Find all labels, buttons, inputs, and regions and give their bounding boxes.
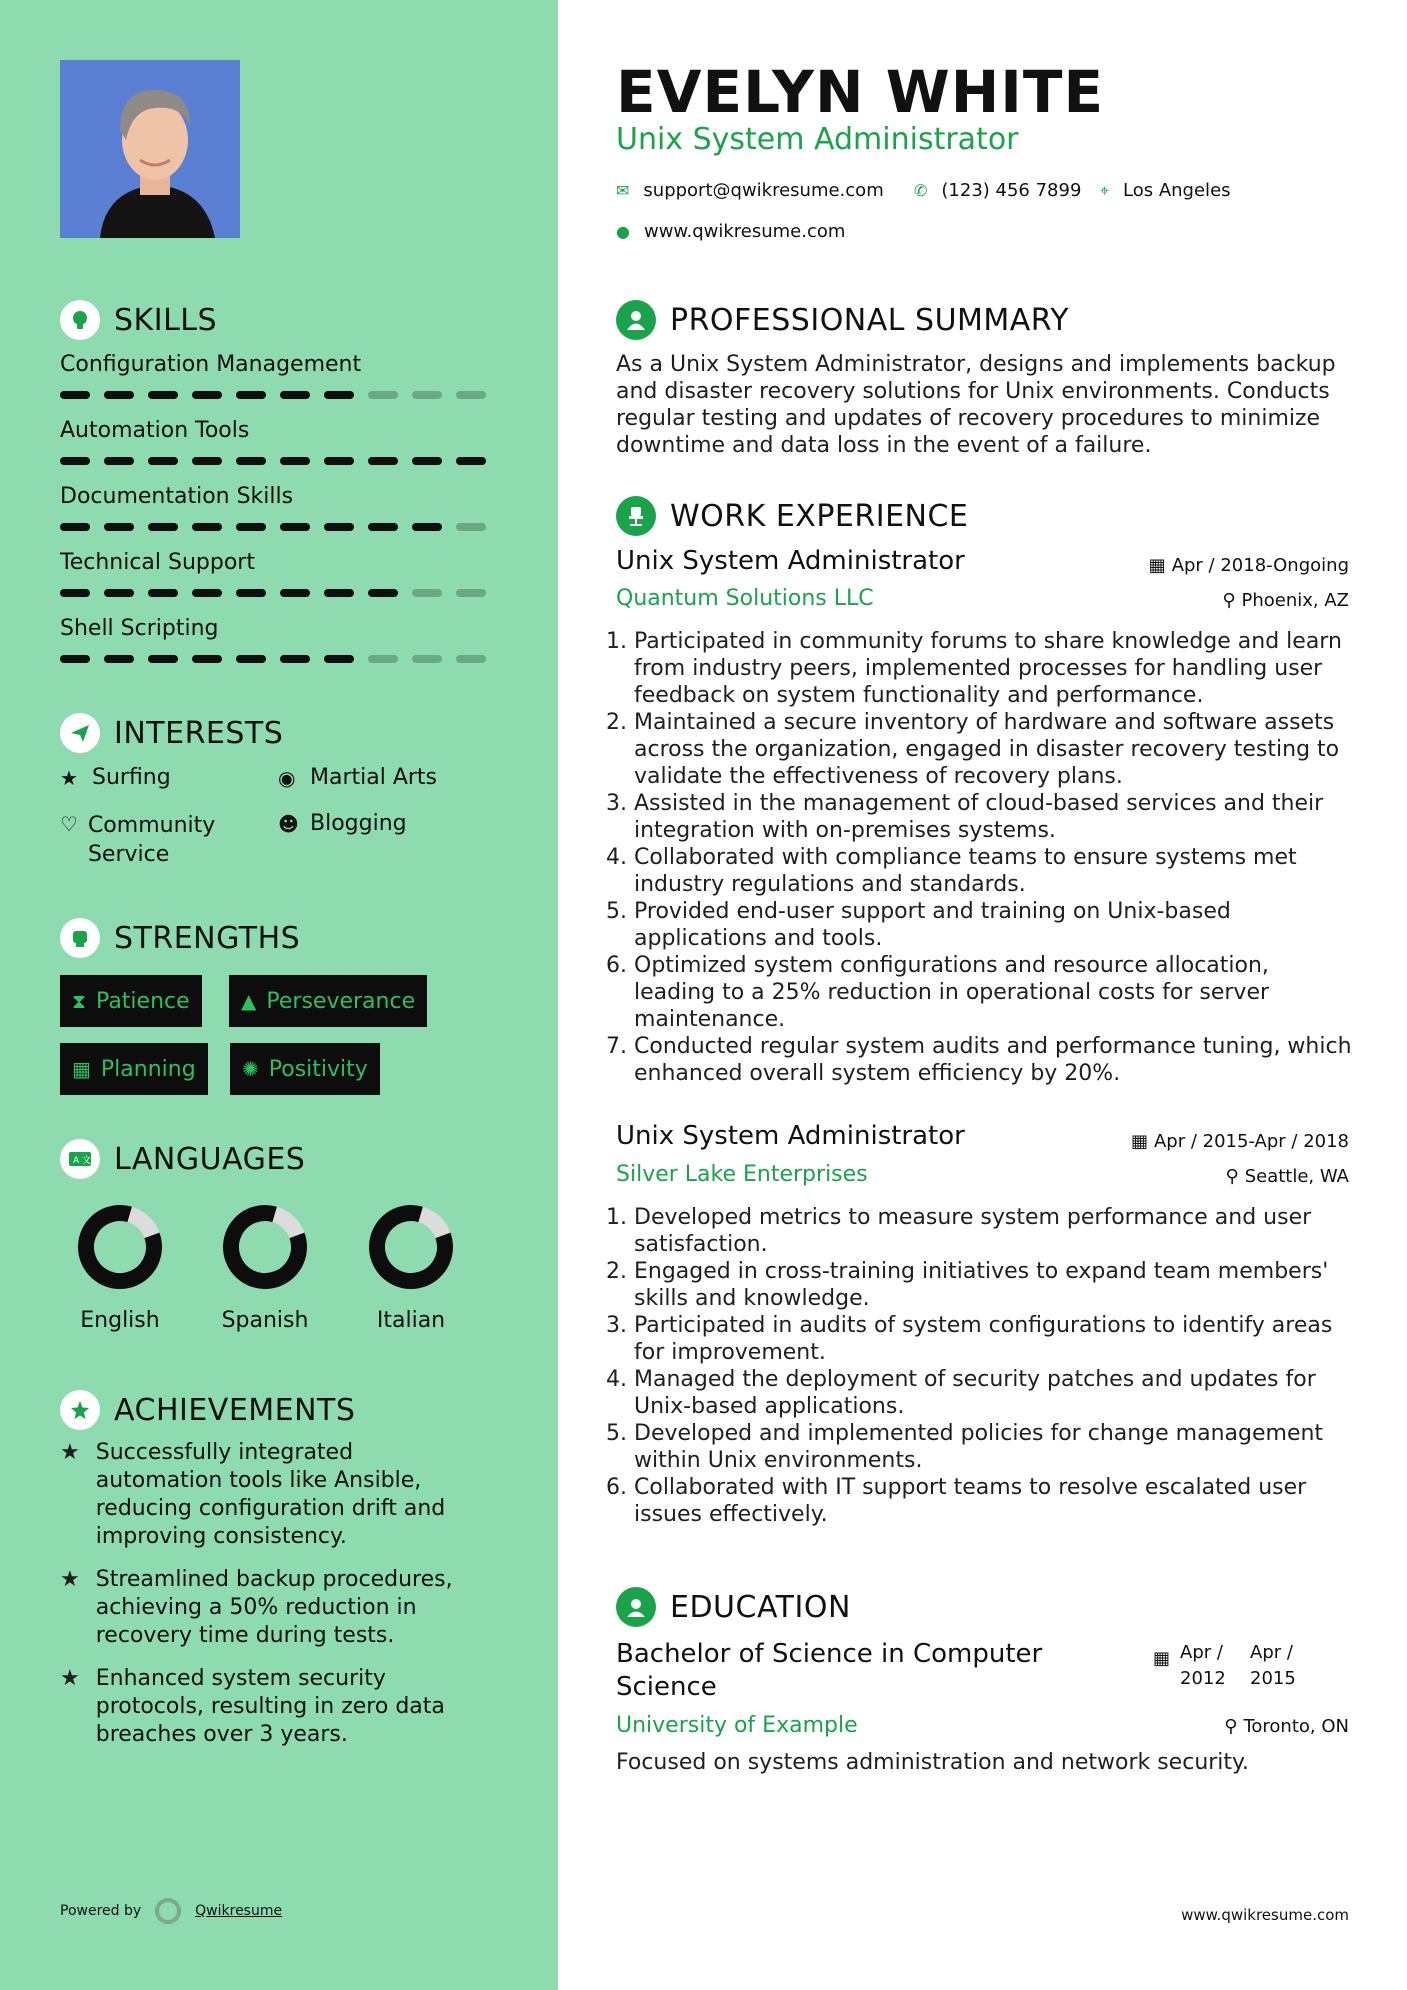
phone-icon: ✆: [914, 181, 928, 200]
summary-text: As a Unix System Administrator, designs and implements backup and disaster recovery solutions for Unix environments. Conducts regular testing and updates of recovery procedures to minimize downtime and data loss in the event of a failure.: [616, 352, 1336, 458]
job-dates-text: Apr / 2018-Ongoing: [1171, 555, 1349, 576]
summary-title: PROFESSIONAL SUMMARY: [670, 302, 1070, 338]
ring-fill: [77, 1204, 163, 1290]
achievements-title: ACHIEVEMENTS: [114, 1392, 356, 1428]
duty-item: 2. Maintained a secure inventory of hardware and software assets across the organization, engaged in disaster recovery testing to validate the effectiveness of recovery plans.: [634, 709, 1354, 790]
lightbulb-icon: [60, 300, 100, 340]
job-dates: [1131, 1131, 1349, 1152]
language-name: Italian: [376, 1308, 446, 1333]
achievements-heading: [60, 1390, 355, 1430]
education-start: Apr / 2012: [1180, 1642, 1226, 1689]
hourglass-icon: ⧗: [72, 989, 87, 1013]
achievement-item: [60, 1439, 480, 1551]
skill-level-dash: [148, 457, 178, 465]
brand-link[interactable]: Qwikresume: [195, 1903, 283, 1919]
school-name: University of Example: [616, 1713, 858, 1738]
skill-level-dash: [280, 523, 310, 531]
job-company: Quantum Solutions LLC: [616, 586, 874, 611]
skill-item: [60, 418, 500, 465]
skill-item: [60, 550, 500, 597]
skill-level-dash: [456, 655, 486, 663]
interest-item: [60, 765, 171, 791]
achievement-item: [60, 1566, 480, 1650]
skill-level-dash: [368, 523, 398, 531]
strengths-title: STRENGTHS: [114, 920, 301, 956]
svg-text:A: A: [73, 1156, 80, 1166]
skill-level-dash: [236, 655, 266, 663]
users-icon: ☻: [278, 812, 299, 836]
language-icon: [60, 1139, 100, 1179]
contact-website[interactable]: [616, 221, 845, 242]
skill-level-dash: [324, 457, 354, 465]
strength-label: Planning: [100, 1056, 196, 1082]
job-location-text: Phoenix, AZ: [1241, 590, 1349, 611]
job-dates: [1149, 555, 1349, 576]
skills-title: SKILLS: [114, 302, 218, 338]
skill-level-dash: [60, 457, 90, 465]
duty-item: 6. Collaborated with IT support teams to resolve escalated user issues effectively.: [634, 1474, 1354, 1528]
powered-by-label: Powered by: [60, 1903, 142, 1919]
interest-label: Community Service: [87, 813, 216, 867]
achievement-text: Enhanced system security protocols, resulting in zero data breaches over 3 years.: [95, 1666, 445, 1747]
achievement-text: Successfully integrated automation tools like Ansible, reducing configuration drift and improving consistency.: [95, 1440, 446, 1549]
candidate-name: EVELYN WHITE: [616, 58, 1105, 126]
skill-level-dash: [368, 655, 398, 663]
ring-fill: [222, 1204, 308, 1290]
duty-item: 2. Engaged in cross-training initiatives to expand team members' skills and knowledge.: [634, 1258, 1354, 1312]
skill-item: [60, 616, 500, 663]
skill-level-bar: [60, 391, 500, 399]
skill-level-dash: [104, 589, 134, 597]
experience-title: WORK EXPERIENCE: [670, 498, 969, 534]
duty-item: 6. Optimized system configurations and resource allocation, leading to a 25% reduction in operational costs for server maintenance.: [634, 952, 1354, 1033]
skill-level-dash: [104, 391, 134, 399]
experience-heading: [616, 496, 968, 536]
duty-item: 5. Developed and implemented policies for change management within Unix environments.: [634, 1420, 1354, 1474]
languages-heading: [60, 1139, 305, 1179]
education-dates: [1153, 1640, 1302, 1692]
skill-name: Technical Support: [60, 550, 255, 575]
duty-item: 1. Developed metrics to measure system performance and user satisfaction.: [634, 1204, 1354, 1258]
skill-level-dash: [104, 655, 134, 663]
skill-level-dash: [456, 391, 486, 399]
skill-level-dash: [60, 523, 90, 531]
skill-level-dash: [280, 655, 310, 663]
duty-item: 4. Managed the deployment of security patches and updates for Unix-based applications.: [634, 1366, 1354, 1420]
skill-level-dash: [412, 655, 442, 663]
contact-location: [1100, 180, 1231, 201]
skill-level-dash: [324, 523, 354, 531]
strength-badge: [60, 1043, 208, 1095]
skill-level-dash: [236, 589, 266, 597]
skill-item: [60, 484, 500, 531]
language-name: English: [80, 1308, 160, 1333]
achievement-text: Streamlined backup procedures, achieving a 50% reduction in recovery time during tests.: [95, 1567, 453, 1648]
skill-level-dash: [192, 655, 222, 663]
globe-icon: ●: [616, 222, 630, 241]
skill-level-dash: [104, 457, 134, 465]
duty-item: 1. Participated in community forums to share knowledge and learn from industry peers, implemented processes for handling user feedback on system functionality and performance.: [634, 628, 1354, 709]
skill-name: Documentation Skills: [60, 484, 294, 509]
languages-title: LANGUAGES: [114, 1141, 306, 1177]
skill-level-dash: [456, 457, 486, 465]
skill-level-dash: [192, 457, 222, 465]
skill-level-dash: [456, 589, 486, 597]
skill-level-dash: [412, 523, 442, 531]
duty-item: 3. Assisted in the management of cloud-based services and their integration with on-premises systems.: [634, 790, 1354, 844]
skill-level-dash: [280, 589, 310, 597]
skill-name: Shell Scripting: [60, 616, 219, 641]
education-location-text: Toronto, ON: [1243, 1716, 1349, 1737]
skill-level-bar: [60, 457, 500, 465]
handshake-icon: ♡: [60, 812, 78, 836]
user-icon: [616, 300, 656, 340]
skill-level-dash: [104, 523, 134, 531]
skill-level-dash: [368, 391, 398, 399]
skills-heading: [60, 300, 217, 340]
office-chair-icon: [616, 496, 656, 536]
qwikresume-logo-icon: [155, 1898, 181, 1924]
strength-label: Perseverance: [266, 988, 416, 1014]
duty-item: 5. Provided end-user support and training on Unix-based applications and tools.: [634, 898, 1354, 952]
summary-heading: [616, 300, 1069, 340]
interests-title: INTERESTS: [114, 715, 284, 751]
calendar-icon: ▦: [1130, 1131, 1148, 1152]
envelope-icon: ✉: [616, 181, 630, 200]
skill-level-dash: [148, 391, 178, 399]
strength-label: Positivity: [268, 1056, 368, 1082]
skill-level-dash: [148, 655, 178, 663]
skill-level-dash: [236, 457, 266, 465]
skill-level-bar: [60, 523, 500, 531]
road-icon: ▲: [241, 989, 257, 1013]
strength-badge: [60, 975, 202, 1027]
interest-item: [278, 765, 437, 791]
skill-item: [60, 352, 500, 399]
pin-icon: ⚲: [1225, 1166, 1239, 1187]
duty-item: 4. Collaborated with compliance teams to ensure systems met industry regulations and standards.: [634, 844, 1354, 898]
skill-level-dash: [192, 589, 222, 597]
interest-label: Surfing: [92, 765, 171, 790]
skill-level-dash: [456, 523, 486, 531]
skill-level-dash: [236, 523, 266, 531]
job-duties: [616, 628, 1354, 1087]
calendar-icon: ▦: [1148, 555, 1166, 576]
skill-level-dash: [60, 391, 90, 399]
skill-level-dash: [60, 589, 90, 597]
interest-item: [278, 811, 407, 837]
profile-photo: [60, 60, 240, 238]
achievement-item: [60, 1665, 480, 1749]
skill-level-dash: [368, 457, 398, 465]
star-badge-icon: [60, 1390, 100, 1430]
interests-heading: [60, 713, 283, 753]
skill-name: Configuration Management: [60, 352, 362, 377]
strength-badge: [229, 975, 427, 1027]
globe-icon: ◉: [278, 766, 296, 790]
skill-level-dash: [60, 655, 90, 663]
education-heading: [616, 1587, 851, 1627]
language-item: [60, 1204, 180, 1333]
duty-item: 3. Participated in audits of system configurations to identify areas for improvement.: [634, 1312, 1354, 1366]
skill-level-dash: [192, 523, 222, 531]
ring-fill: [368, 1204, 454, 1290]
location-text: Los Angeles: [1123, 180, 1231, 201]
interest-label: Blogging: [310, 811, 407, 836]
job-title: Unix System Administrator: [616, 1121, 965, 1151]
contact-email[interactable]: [616, 180, 884, 201]
skill-level-dash: [280, 391, 310, 399]
job-company: Silver Lake Enterprises: [616, 1162, 868, 1187]
shooting-star-icon: ★: [60, 1666, 80, 1691]
duty-item: 7. Conducted regular system audits and performance tuning, which enhanced overall system efficiency by 20%.: [634, 1033, 1354, 1087]
skill-level-dash: [368, 589, 398, 597]
star-icon: ★: [60, 766, 78, 790]
strength-badge: [230, 1043, 380, 1095]
education-end: Apr / 2015: [1250, 1642, 1296, 1689]
pin-icon: ⚲: [1224, 1716, 1238, 1737]
education-note: Focused on systems administration and network security.: [616, 1750, 1249, 1775]
skill-level-dash: [324, 589, 354, 597]
shooting-star-icon: ★: [60, 1567, 80, 1592]
education-title: EDUCATION: [670, 1589, 851, 1625]
contact-phone[interactable]: [914, 180, 1081, 201]
interest-item: [60, 811, 260, 869]
language-proficiency-ring: [77, 1204, 163, 1290]
website-text: www.qwikresume.com: [643, 221, 846, 242]
skill-level-bar: [60, 589, 500, 597]
skill-level-dash: [412, 457, 442, 465]
job-location-text: Seattle, WA: [1244, 1166, 1349, 1187]
fist-icon: [60, 918, 100, 958]
interest-label: Martial Arts: [310, 765, 438, 790]
education-location: [1224, 1716, 1349, 1737]
language-item: [205, 1204, 325, 1333]
skill-level-bar: [60, 655, 500, 663]
degree-title: Bachelor of Science in Computer Science: [616, 1639, 1043, 1702]
skill-level-dash: [412, 391, 442, 399]
skill-level-dash: [324, 655, 354, 663]
phone-text: (123) 456 7899: [941, 180, 1082, 201]
svg-text:文: 文: [82, 1156, 92, 1166]
shooting-star-icon: ★: [60, 1440, 80, 1465]
pin-icon: ⚲: [1222, 590, 1236, 611]
language-item: [351, 1204, 471, 1333]
language-proficiency-ring: [368, 1204, 454, 1290]
graduate-icon: [616, 1587, 656, 1627]
calendar-icon: ▦: [72, 1057, 91, 1081]
job-title: Unix System Administrator: [616, 546, 965, 576]
paper-plane-icon: [60, 713, 100, 753]
skill-level-dash: [148, 523, 178, 531]
calendar-icon: ▦: [1153, 1648, 1171, 1669]
strength-label: Patience: [96, 988, 190, 1014]
skill-level-dash: [148, 589, 178, 597]
skill-level-dash: [280, 457, 310, 465]
sidebar: [0, 0, 558, 1990]
skill-name: Automation Tools: [60, 418, 250, 443]
candidate-title: Unix System Administrator: [616, 122, 1019, 157]
language-name: Spanish: [221, 1308, 309, 1333]
powered-by: [60, 1898, 282, 1924]
strengths-heading: [60, 918, 300, 958]
language-proficiency-ring: [222, 1204, 308, 1290]
job-duties: [616, 1204, 1354, 1528]
map-pin-icon: ⌖: [1100, 180, 1110, 200]
sun-icon: ✺: [242, 1057, 259, 1081]
skill-level-dash: [236, 391, 266, 399]
email-text: support@qwikresume.com: [643, 180, 884, 201]
skill-level-dash: [324, 391, 354, 399]
job-dates-text: Apr / 2015-Apr / 2018: [1153, 1131, 1349, 1152]
skill-level-dash: [192, 391, 222, 399]
skill-level-dash: [412, 589, 442, 597]
job-location: [1226, 1166, 1349, 1187]
footer-url[interactable]: www.qwikresume.com: [1181, 1906, 1349, 1924]
job-location: [1222, 590, 1349, 611]
